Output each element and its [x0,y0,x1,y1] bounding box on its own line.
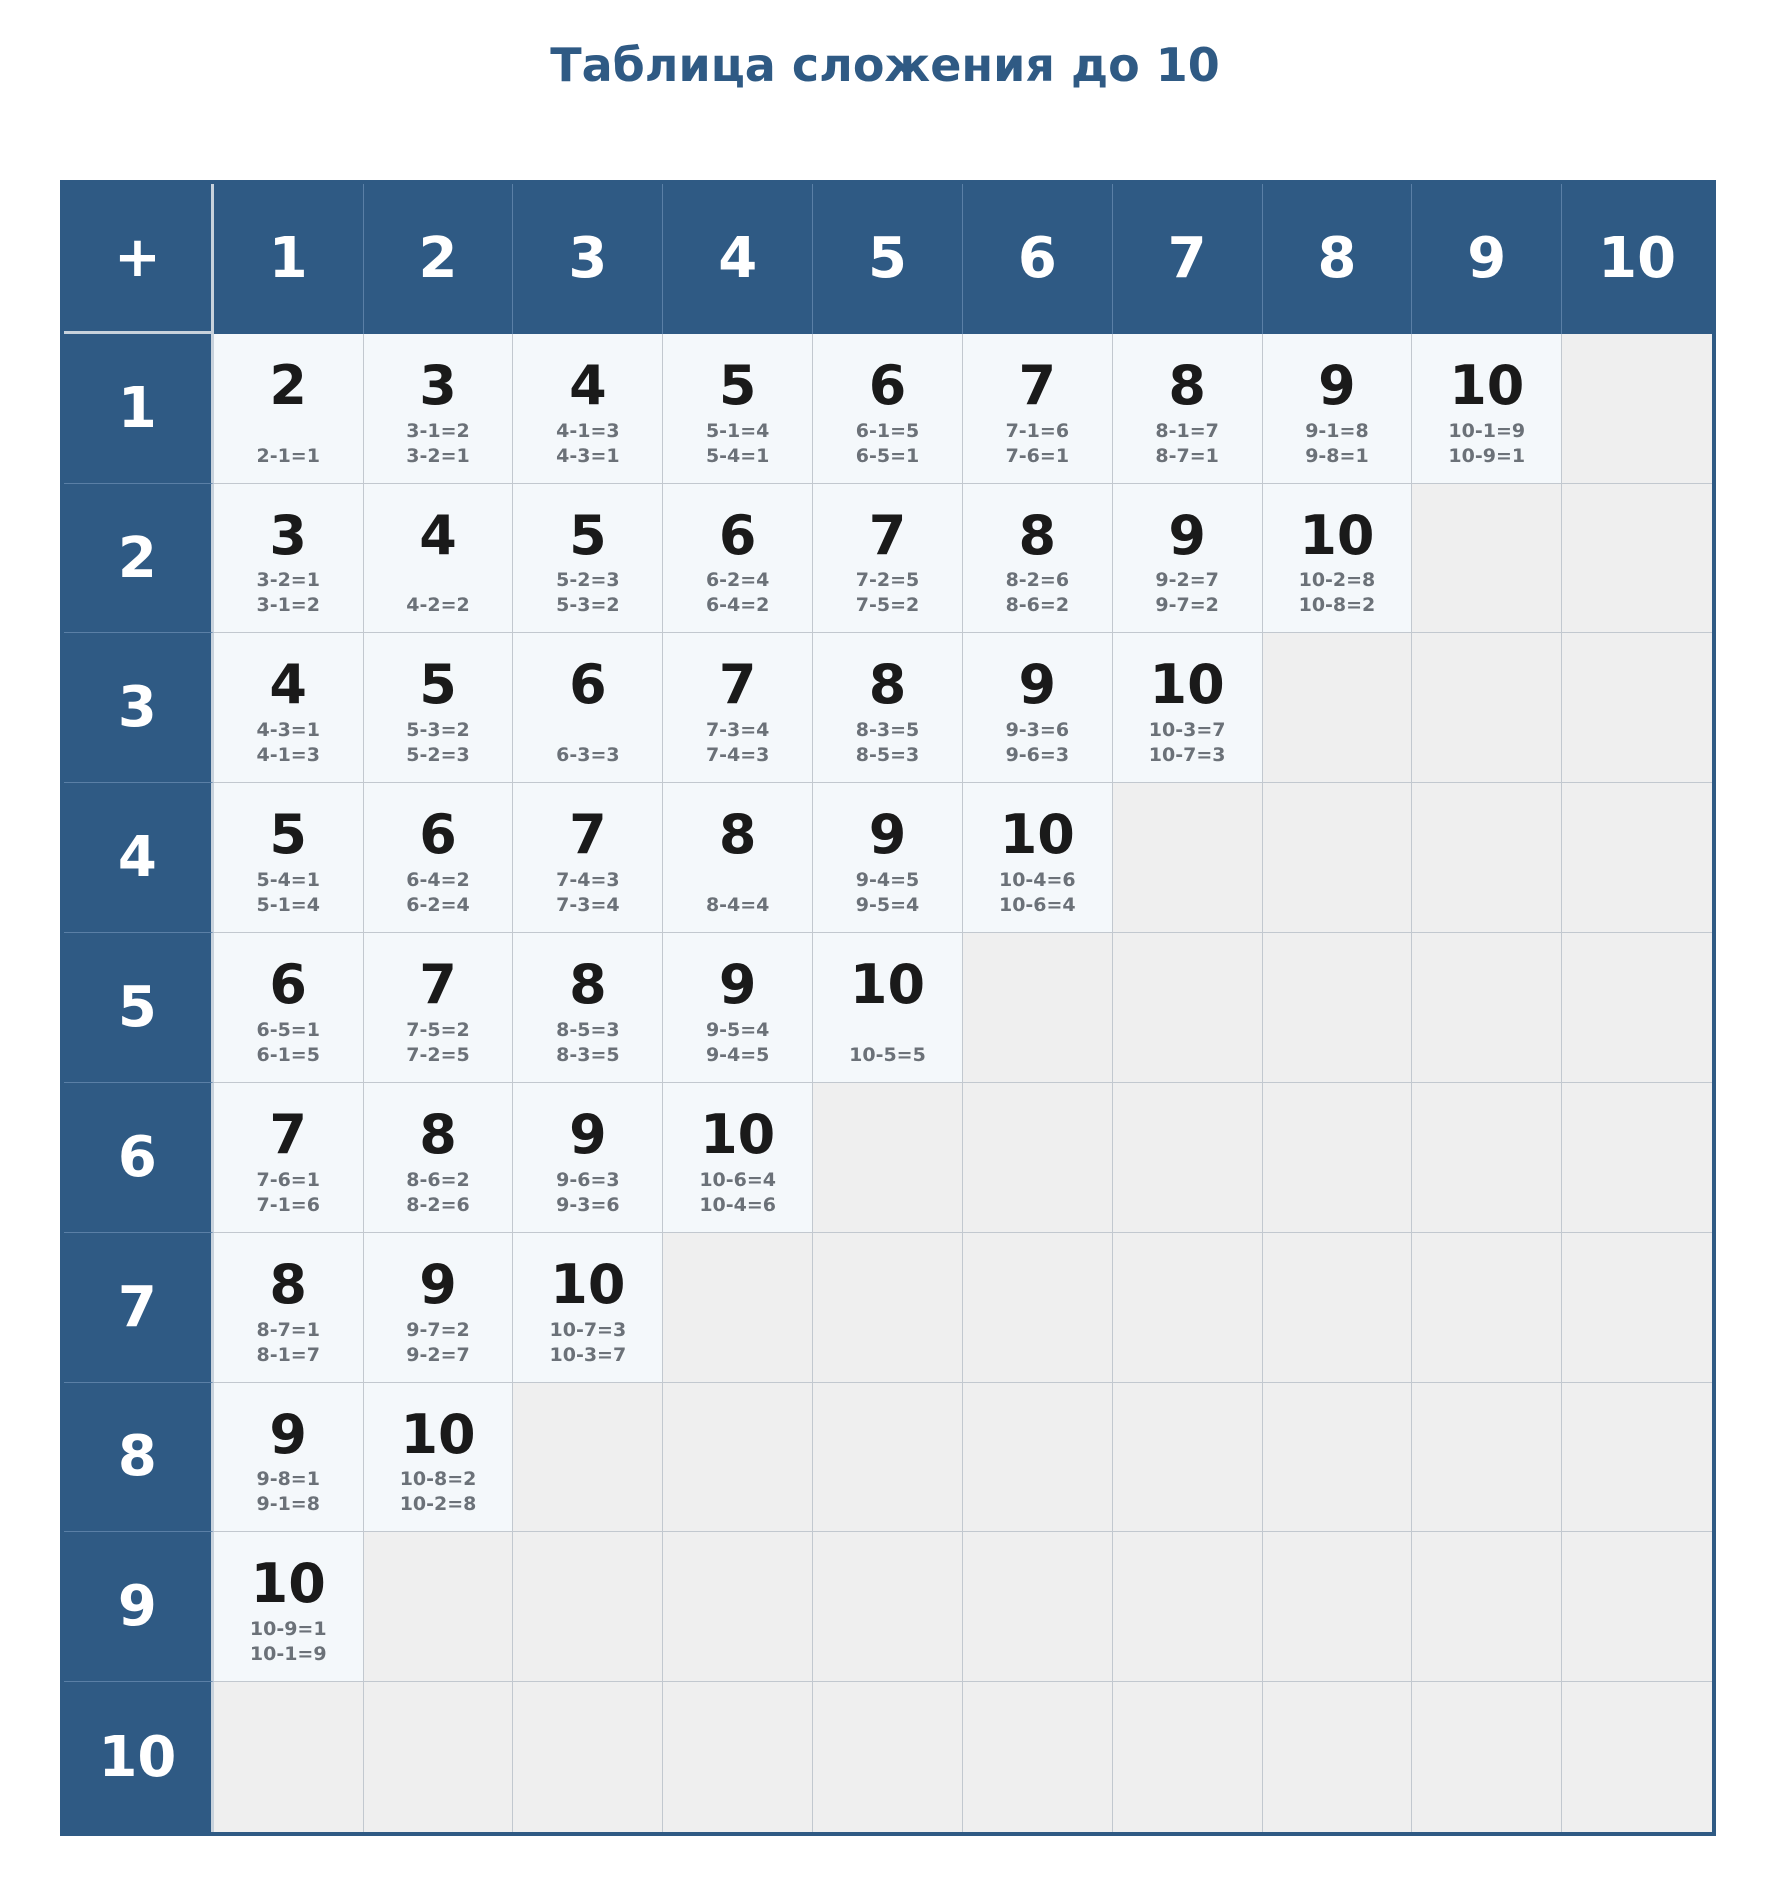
subtraction-fact: 7-5=2 [855,594,920,617]
empty-cell [1412,484,1562,634]
subtraction-facts [556,566,619,633]
row-header-9: 9 [64,1532,214,1682]
empty-cell [963,1083,1113,1233]
empty-cell [1562,1532,1712,1682]
sum-cell [813,484,963,634]
subtraction-facts [706,416,769,483]
subtraction-facts [1006,715,1069,782]
sum-cell [364,633,514,783]
subtraction-facts [706,1015,769,1082]
sum-value: 9 [1168,503,1206,567]
subtraction-fact: 9-4=5 [705,1043,770,1066]
subtraction-fact: 9-8=1 [256,1468,320,1491]
subtraction-fact: 9-2=7 [1155,569,1219,592]
empty-cell [963,933,1113,1083]
subtraction-facts [406,566,469,633]
empty-cell [663,1682,813,1832]
subtraction-fact: 6-1=5 [855,419,920,442]
subtraction-facts [856,416,919,483]
subtraction-fact: 9-1=8 [256,1493,320,1516]
subtraction-fact: 2-1=1 [256,444,320,467]
subtraction-facts [256,865,319,932]
sum-cell [214,484,364,634]
subtraction-facts [256,416,319,483]
empty-cell [513,1383,663,1533]
row-header-2: 2 [64,484,214,634]
sum-cell [513,484,663,634]
subtraction-fact: 5-1=4 [256,894,320,917]
sum-value: 5 [269,803,307,867]
empty-cell [1113,1383,1263,1533]
sum-cell [663,334,813,484]
sum-value: 4 [269,653,307,717]
subtraction-facts [699,1165,776,1232]
sum-value: 9 [1018,653,1057,717]
subtraction-fact: 10-7=3 [549,1318,627,1341]
empty-cell [1562,633,1712,783]
sum-cell [214,933,364,1083]
sum-value: 10 [849,953,926,1017]
sum-value: 7 [569,803,607,867]
subtraction-fact: 9-8=1 [1305,444,1369,467]
sum-value: 10 [1149,653,1225,717]
subtraction-fact: 7-4=3 [556,869,620,892]
sum-value: 8 [269,1252,307,1316]
empty-cell [1113,1233,1263,1383]
subtraction-fact: 10-2=8 [1298,569,1376,592]
empty-cell [1412,1233,1562,1383]
empty-cell [1562,334,1712,484]
subtraction-facts [256,1315,319,1382]
empty-cell [963,1532,1113,1682]
sum-value: 8 [419,1102,457,1166]
subtraction-facts [550,1315,627,1382]
subtraction-fact: 8-6=2 [406,1168,470,1191]
subtraction-fact: 9-3=6 [1005,719,1070,742]
subtraction-fact: 6-2=4 [406,894,470,917]
sum-cell [1263,334,1413,484]
subtraction-facts [406,715,469,782]
sum-cell [513,933,663,1083]
sum-cell [513,783,663,933]
subtraction-facts [706,715,769,782]
subtraction-fact: 9-6=3 [556,1168,620,1191]
sum-value: 6 [419,803,457,867]
empty-cell [813,1383,963,1533]
subtraction-fact: 8-1=7 [1155,419,1219,442]
subtraction-facts [1155,416,1218,483]
subtraction-facts [556,1165,619,1232]
sum-value: 3 [419,353,457,417]
subtraction-fact: 10-8=2 [399,1468,477,1491]
subtraction-fact: 10-8=2 [1298,594,1376,617]
sum-value: 7 [868,503,907,567]
empty-cell [513,1682,663,1832]
subtraction-facts [406,1165,469,1232]
subtraction-facts [256,1015,319,1082]
subtraction-fact: 9-6=3 [1005,744,1070,767]
subtraction-fact: 7-6=1 [256,1168,320,1191]
subtraction-fact: 8-1=7 [256,1343,320,1366]
empty-cell [1412,1532,1562,1682]
sum-value: 7 [718,653,757,717]
sum-cell [1113,334,1263,484]
sum-cell [813,633,963,783]
subtraction-facts [406,416,469,483]
subtraction-fact: 7-2=5 [406,1043,470,1066]
empty-cell [1562,1682,1712,1832]
subtraction-facts [1448,416,1525,483]
empty-cell [1263,1383,1413,1533]
sum-cell [813,933,963,1083]
empty-cell [963,1383,1113,1533]
sum-cell [214,633,364,783]
sum-cell [1263,484,1413,634]
sum-cell [364,484,514,634]
sum-value: 6 [868,353,907,417]
sum-cell [813,783,963,933]
empty-cell [1562,783,1712,933]
subtraction-fact: 3-1=2 [406,419,470,442]
subtraction-fact: 9-5=4 [705,1018,770,1041]
row-header-3: 3 [64,633,214,783]
sum-cell [1113,484,1263,634]
subtraction-fact: 8-3=5 [556,1043,620,1066]
empty-cell [513,1532,663,1682]
sum-cell [963,783,1113,933]
sum-cell [364,334,514,484]
empty-cell [1263,1233,1413,1383]
subtraction-fact: 7-5=2 [406,1018,470,1041]
subtraction-fact: 10-9=1 [1448,444,1526,467]
subtraction-fact: 9-7=2 [406,1318,470,1341]
column-header-8: 8 [1263,184,1413,334]
sum-value: 10 [250,1552,326,1616]
subtraction-fact: 8-7=1 [1155,444,1219,467]
subtraction-fact: 9-2=7 [406,1343,470,1366]
subtraction-fact: 5-4=1 [256,869,320,892]
addition-table [60,180,1716,1836]
subtraction-fact: 10-1=9 [249,1643,327,1666]
column-header-2: 2 [364,184,514,334]
column-header-5: 5 [813,184,963,334]
sum-cell [513,1083,663,1233]
row-header-8: 8 [64,1383,214,1533]
sum-value: 8 [718,803,757,867]
subtraction-facts [406,1315,469,1382]
empty-cell [1412,633,1562,783]
subtraction-fact: 5-1=4 [705,419,770,442]
sum-cell [214,334,364,484]
sum-value: 10 [1299,503,1375,567]
subtraction-fact: 10-9=1 [249,1618,327,1641]
sum-cell [364,1233,514,1383]
subtraction-fact: 10-6=4 [998,894,1076,917]
sum-value: 5 [718,353,757,417]
subtraction-fact: 4-1=3 [256,744,320,767]
empty-cell [214,1682,364,1832]
empty-cell [1113,1682,1263,1832]
sum-value: 7 [1018,353,1057,417]
subtraction-facts [250,1614,327,1681]
subtraction-fact: 10-4=6 [998,869,1076,892]
sum-value: 5 [419,653,457,717]
empty-cell [1412,1083,1562,1233]
subtraction-fact: 10-6=4 [699,1168,777,1191]
subtraction-facts [256,566,319,633]
subtraction-facts [1149,715,1226,782]
subtraction-fact: 10-4=6 [699,1193,777,1216]
empty-cell [1562,1233,1712,1383]
sum-cell [513,1233,663,1383]
subtraction-fact: 6-5=1 [855,444,920,467]
subtraction-fact: 4-3=1 [256,719,320,742]
sum-cell [1412,334,1562,484]
column-header-7: 7 [1113,184,1263,334]
sum-cell [963,633,1113,783]
sum-cell [214,1383,364,1533]
empty-cell [1412,933,1562,1083]
subtraction-facts [256,1165,319,1232]
row-header-4: 4 [64,783,214,933]
subtraction-fact: 8-5=3 [556,1018,620,1041]
sum-value: 9 [269,1402,307,1466]
subtraction-fact: 8-7=1 [256,1318,320,1341]
empty-cell [813,1233,963,1383]
sum-cell [663,484,813,634]
empty-cell [1412,783,1562,933]
sum-value: 9 [1318,353,1356,417]
sum-cell [214,1233,364,1383]
sum-value: 10 [400,1402,476,1466]
empty-cell [663,1532,813,1682]
empty-cell [1113,933,1263,1083]
sum-value: 7 [419,953,457,1017]
column-header-10: 10 [1562,184,1712,334]
sum-cell [364,1083,514,1233]
subtraction-facts [400,1465,477,1532]
sum-value: 6 [269,953,307,1017]
sum-value: 7 [269,1102,307,1166]
sum-value: 8 [1168,353,1206,417]
column-header-1: 1 [214,184,364,334]
subtraction-fact: 5-3=2 [406,719,470,742]
empty-cell [364,1682,514,1832]
empty-cell [963,1682,1113,1832]
subtraction-fact: 5-3=2 [556,594,620,617]
subtraction-fact: 5-2=3 [556,569,620,592]
subtraction-facts [1006,416,1069,483]
sum-cell [214,1083,364,1233]
subtraction-facts [1299,566,1376,633]
empty-cell [1263,1083,1413,1233]
sum-cell [364,933,514,1083]
subtraction-fact: 9-1=8 [1305,419,1369,442]
sum-cell [364,783,514,933]
empty-cell [813,1083,963,1233]
sum-value: 8 [569,953,607,1017]
sum-value: 10 [1449,353,1525,417]
subtraction-fact: 7-1=6 [1005,419,1070,442]
sum-cell [513,633,663,783]
sum-value: 9 [419,1252,457,1316]
sum-value: 9 [569,1102,607,1166]
subtraction-facts [999,865,1076,932]
empty-cell [1412,1682,1562,1832]
sum-value: 6 [718,503,757,567]
sum-cell [513,334,663,484]
subtraction-fact: 4-1=3 [556,419,620,442]
empty-cell [1412,1383,1562,1533]
subtraction-fact: 3-2=1 [256,569,320,592]
subtraction-fact: 10-3=7 [1148,719,1226,742]
subtraction-fact: 10-3=7 [549,1343,627,1366]
empty-cell [1263,933,1413,1083]
sum-cell [963,334,1113,484]
subtraction-fact: 3-2=1 [406,444,470,467]
sum-value: 8 [868,653,907,717]
row-header-5: 5 [64,933,214,1083]
subtraction-fact: 10-2=8 [399,1493,477,1516]
subtraction-fact: 10-5=5 [849,1043,926,1066]
sum-cell [813,334,963,484]
subtraction-fact: 9-3=6 [556,1193,620,1216]
sum-value: 6 [569,653,607,717]
subtraction-fact: 6-2=4 [705,569,770,592]
row-header-1: 1 [64,334,214,484]
empty-cell [1562,1083,1712,1233]
column-header-4: 4 [663,184,813,334]
subtraction-fact: 6-1=5 [256,1043,320,1066]
subtraction-facts [856,865,919,932]
subtraction-fact: 8-2=6 [1005,569,1070,592]
sum-value: 10 [550,1252,626,1316]
empty-cell [1263,783,1413,933]
subtraction-facts [1006,566,1069,633]
sum-value: 2 [269,353,307,417]
subtraction-facts [406,1015,469,1082]
corner-plus-symbol: + [64,184,214,334]
subtraction-fact: 6-4=2 [705,594,770,617]
subtraction-facts [406,865,469,932]
subtraction-fact: 9-5=4 [855,894,920,917]
subtraction-fact: 7-4=3 [705,744,770,767]
subtraction-fact: 8-2=6 [406,1193,470,1216]
empty-cell [1562,1383,1712,1533]
empty-cell [963,1233,1113,1383]
empty-cell [1263,633,1413,783]
sum-cell [1113,633,1263,783]
subtraction-facts [706,865,769,932]
sum-cell [364,1383,514,1533]
subtraction-facts [256,715,319,782]
subtraction-fact: 8-5=3 [855,744,920,767]
subtraction-fact: 9-7=2 [1155,594,1219,617]
subtraction-facts [706,566,769,633]
subtraction-fact: 8-3=5 [855,719,920,742]
subtraction-fact: 7-2=5 [855,569,920,592]
column-header-9: 9 [1412,184,1562,334]
subtraction-facts [256,1465,319,1532]
subtraction-fact: 7-1=6 [256,1193,320,1216]
subtraction-fact: 10-7=3 [1148,744,1226,767]
column-header-6: 6 [963,184,1113,334]
sum-value: 8 [1018,503,1057,567]
subtraction-fact: 5-2=3 [406,744,470,767]
subtraction-fact: 7-3=4 [705,719,770,742]
sum-value: 9 [868,803,907,867]
column-header-3: 3 [513,184,663,334]
subtraction-facts [856,715,919,782]
empty-cell [1263,1532,1413,1682]
empty-cell [813,1532,963,1682]
subtraction-fact: 8-6=2 [1005,594,1070,617]
sum-cell [963,484,1113,634]
sum-value: 9 [718,953,757,1017]
sum-value: 10 [999,803,1075,867]
row-header-6: 6 [64,1083,214,1233]
empty-cell [364,1532,514,1682]
subtraction-fact: 6-5=1 [256,1018,320,1041]
sum-value: 10 [700,1102,776,1166]
subtraction-fact: 7-6=1 [1005,444,1070,467]
subtraction-fact: 8-4=4 [705,894,770,917]
empty-cell [813,1682,963,1832]
sum-cell [214,783,364,933]
sum-value: 3 [269,503,307,567]
subtraction-fact: 5-4=1 [705,444,770,467]
empty-cell [663,1383,813,1533]
sum-value: 4 [419,503,457,567]
subtraction-fact: 4-2=2 [406,594,470,617]
subtraction-facts [556,1015,619,1082]
sum-cell [663,633,813,783]
subtraction-facts [556,715,619,782]
empty-cell [1263,1682,1413,1832]
row-header-10: 10 [64,1682,214,1832]
page-title: Таблица сложения до 10 [550,38,1220,92]
subtraction-fact: 4-3=1 [556,444,620,467]
subtraction-facts [856,566,919,633]
subtraction-fact: 10-1=9 [1448,419,1526,442]
empty-cell [1113,1083,1263,1233]
sum-cell [663,783,813,933]
subtraction-fact: 6-4=2 [406,869,470,892]
sum-cell [214,1532,364,1682]
sum-value: 4 [569,353,607,417]
subtraction-facts [556,416,619,483]
subtraction-fact: 7-3=4 [556,894,620,917]
subtraction-facts [1155,566,1218,633]
subtraction-fact: 6-3=3 [556,744,620,767]
sum-value: 5 [569,503,607,567]
empty-cell [663,1233,813,1383]
subtraction-fact: 3-1=2 [256,594,320,617]
subtraction-facts [849,1015,926,1082]
subtraction-facts [1305,416,1368,483]
empty-cell [1562,484,1712,634]
empty-cell [1562,933,1712,1083]
sum-cell [663,1083,813,1233]
subtraction-fact: 9-4=5 [855,869,920,892]
empty-cell [1113,783,1263,933]
sum-cell [663,933,813,1083]
subtraction-facts [556,865,619,932]
row-header-7: 7 [64,1233,214,1383]
empty-cell [1113,1532,1263,1682]
